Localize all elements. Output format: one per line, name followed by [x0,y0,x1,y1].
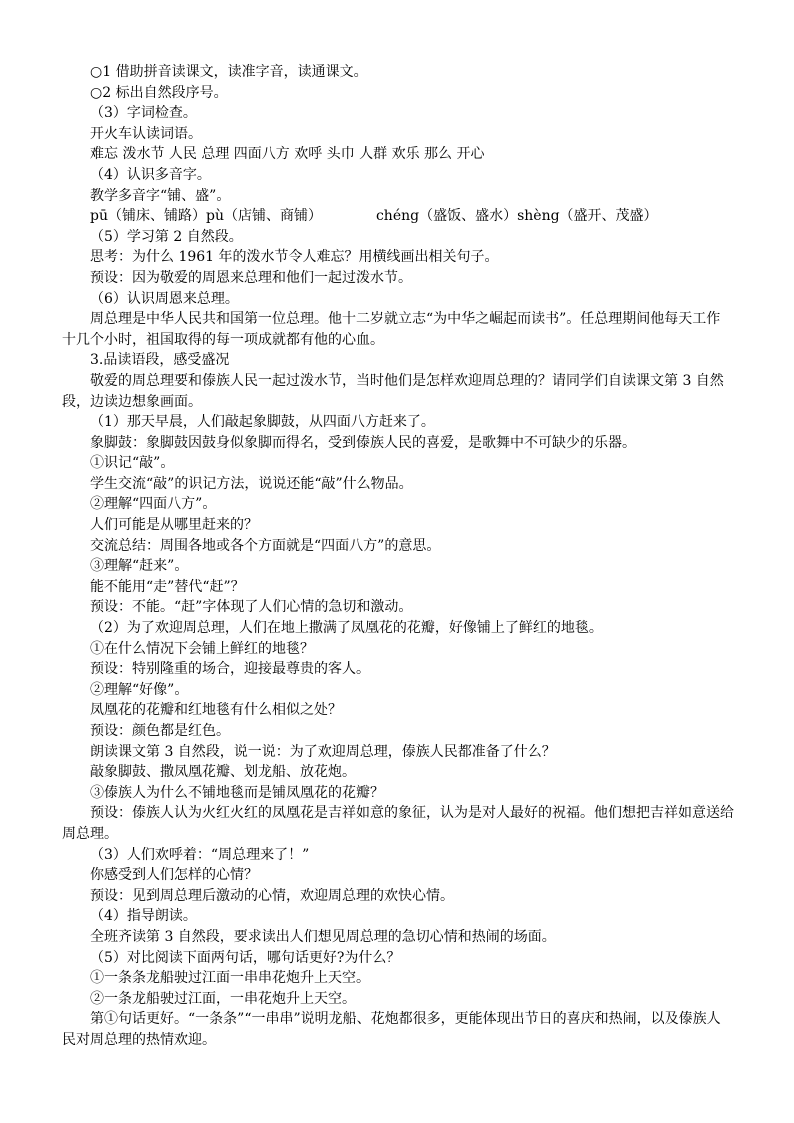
text-line: 人们可能是从哪里赶来的？ [90,517,258,534]
text-line: 难忘 泼水节 人民 总理 四面八方 欢呼 头巾 人群 欢乐 那么 开心 [90,146,485,163]
paragraph: 预设：傣族人认为火红火红的凤凰花是吉祥如意的象征，认为是对人最好的祝福。他们想把吉祥如意送给周总理。 [62,805,734,842]
text-line: 预设：见到周总理后激动的心情，欢迎周总理的欢快心情。 [90,887,454,904]
text-line: ①识记“敲”。 [90,455,175,472]
text-line: 交流总结：周围各地或各个方面就是“四面八方”的意思。 [90,537,441,554]
text-line: （1）那天早晨，人们敲起象脚鼓，从四面八方赶来了。 [90,414,435,431]
text-line: （3）人们欢呼着：“周总理来了！” [90,846,310,863]
text-line: ③理解“赶来”。 [90,558,189,575]
lesson-text [62,62,734,1051]
text-line: （2）为了欢迎周总理，人们在地上撒满了凤凰花的花瓣，好像铺上了鲜红的地毯。 [90,620,603,637]
text-line: 敲象脚鼓、撒凤凰花瓣、划龙船、放花炮。 [90,764,356,781]
text-line: 能不能用“走”替代“赶”？ [90,578,245,595]
text-line: 全班齐读第 3 自然段，要求读出人们想见周总理的急切心情和热闹的场面。 [90,928,556,945]
text-line: ①在什么情况下会铺上鲜红的地毯？ [90,640,314,657]
pinyin-line [62,206,734,227]
text-line: ○1 借助拼音读课文，读准字音，读通课文。 [90,64,368,80]
paragraph: 周总理是中华人民共和国第一位总理。他十二岁就立志“为中华之崛起而读书”。任总理期间他每天工作十几个小时，祖国取得的每一项成就都有他的心血。 [62,311,721,348]
text-line: （4）认识多音字。 [90,166,211,183]
pinyin-sheng: chéng（盛饭、盛水）shèng（盛开、茂盛） [375,208,658,225]
text-line: 教学多音字“铺、盛”。 [90,187,231,204]
text-line: 思考：为什么 1961 年的泼水节令人难忘？用横线画出相关句子。 [90,249,499,266]
text-line: 朗读课文第 3 自然段，说一说：为了欢迎周总理，傣族人民都准备了什么？ [90,743,556,760]
text-line: 你感受到人们怎样的心情？ [90,867,258,884]
text-line: ②理解“好像”。 [90,681,189,698]
text-line: 开火车认读词语。 [90,125,202,142]
paragraph: 第①句话更好。“一条条”“一串串”说明龙船、花炮都很多，更能体现出节日的喜庆和热闹，以及傣族人民对周总理的热情欢迎。 [62,1011,721,1048]
text-line: ③傣族人为什么不铺地毯而是铺凤凰花的花瓣？ [90,784,384,801]
text-line: 凤凰花的花瓣和红地毯有什么相似之处？ [90,702,342,719]
text-line: 预设：颜色都是红色。 [90,723,230,739]
text-line: ○2 标出自然段序号。 [90,84,228,101]
text-line: （3）字词检查。 [90,105,197,122]
section-heading: 3.品读语段，感受盛况 [90,352,230,369]
text-line: （5）对比阅读下面两句话，哪句话更好?为什么？ [90,949,401,966]
text-line: （5）学习第 2 自然段。 [90,228,243,245]
text-line: ②理解“四面八方”。 [90,496,217,513]
text-line: 象脚鼓：象脚鼓因鼓身似象脚而得名，受到傣族人民的喜爱，是歌舞中不可缺少的乐器。 [90,434,636,451]
text-line: 预设：不能。“赶”字体现了人们心情的急切和激动。 [90,599,413,616]
paragraph: 敬爱的周总理要和傣族人民一起过泼水节，当时他们是怎样欢迎周总理的？请同学们自读课文第 3 自然段，边读边想象画面。 [62,372,724,410]
text-line: （4）指导朗读。 [90,908,197,925]
pinyin-pu: pū（铺床、铺路）pù（店铺、商铺） [90,208,322,225]
text-line: （6）认识周恩来总理。 [90,290,239,307]
text-line: ②一条龙船驶过江面，一串花炮升上天空。 [90,990,356,1007]
text-line: 预设：因为敬爱的周恩来总理和他们一起过泼水节。 [90,269,412,286]
text-line: 学生交流“敲”的识记方法，说说还能“敲”什么物品。 [90,475,413,492]
text-line: 预设：特别隆重的场合，迎接最尊贵的客人。 [90,661,370,678]
text-line: ①一条条龙船驶过江面一串串花炮升上天空。 [90,970,370,987]
